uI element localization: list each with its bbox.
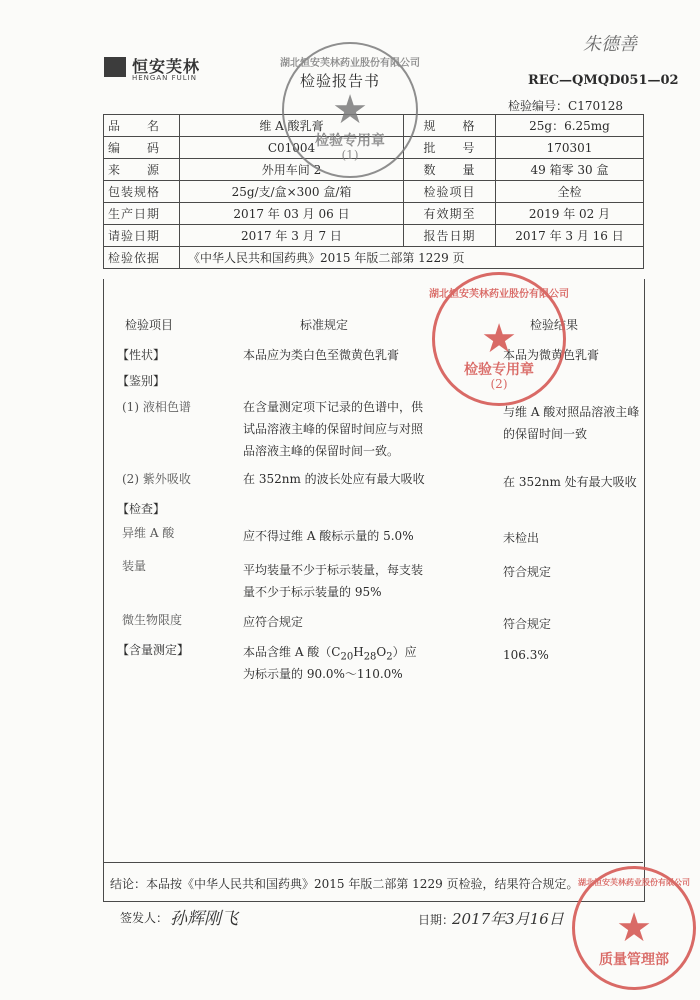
report-number (508, 97, 623, 114)
assay-text-h: H (353, 645, 364, 659)
qc-stamp-2-ring: 湖北恒安芙林药业股份有限公司 (429, 289, 569, 300)
test-scope-value: 全检 (496, 181, 644, 203)
source-label: 来 源 (104, 159, 180, 181)
batch-label: 批 号 (404, 137, 496, 159)
star-icon: ★ (616, 905, 652, 951)
document-code: REC—QMQD051—02 (528, 73, 679, 88)
test-hplc-name: (1) 液相色谱 (122, 400, 191, 414)
test-micro-name: 微生物限度 (122, 613, 183, 627)
test-hplc-result-2: 的保留时间一致 (503, 427, 588, 441)
column-header-result: 检验结果 (530, 318, 579, 332)
spec-label: 规 格 (404, 115, 496, 137)
table-row (104, 247, 644, 269)
assay-text-o: O (376, 645, 387, 659)
test-assay-standard-2: 为标示量的 90.0%～110.0% (243, 667, 403, 681)
report-number-value: C170128 (568, 99, 624, 113)
report-date-value: 2017 年 3 月 16 日 (496, 225, 644, 247)
qc-stamp-2-text: 检验专用章 (464, 362, 534, 378)
test-micro-standard: 应符合规定 (243, 615, 304, 629)
test-isomer-name: 异维 A 酸 (122, 526, 175, 540)
expiry-label: 有效期至 (404, 203, 496, 225)
test-fill-standard-1: 平均装量不少于标示装量，每支装 (243, 563, 424, 577)
test-hplc-standard-3: 品溶液主峰的保留时间一致。 (243, 444, 400, 458)
product-name-label: 品 名 (104, 115, 180, 137)
star-icon: ★ (332, 87, 368, 133)
test-uv-standard: 在 352nm 的波长处应有最大吸收 (243, 472, 425, 486)
package-value: 25g/支/盒×300 盒/箱 (180, 181, 404, 203)
quantity-value: 49 箱零 30 盒 (496, 159, 644, 181)
batch-value: 170301 (496, 137, 644, 159)
test-hplc-standard-2: 试品溶液主峰的保留时间应与对照 (243, 422, 424, 436)
assay-sub-c: 2 (386, 651, 393, 663)
test-uv-result: 在 352nm 处有最大吸收 (503, 475, 637, 489)
date-handwritten: 2017年3月16日 (452, 910, 564, 928)
test-uv-name: (2) 紫外吸收 (122, 472, 191, 486)
qc-stamp-2 (429, 272, 569, 406)
test-appearance-standard: 本品应为类白色至微黄色乳膏 (243, 348, 400, 362)
assay-text-a: 本品含维 A 酸（C (243, 645, 341, 659)
spec-value: 25g：6.25mg (496, 115, 644, 137)
test-fill-standard-2: 量不少于标示装量的 95% (243, 585, 382, 599)
company-name-en: HENGAN FULIN (132, 74, 197, 82)
report-date-label: 报告日期 (404, 225, 496, 247)
table-row (104, 203, 644, 225)
issuer-signature: 孙辉刚飞 (170, 909, 238, 929)
qa-stamp-text: 质量管理部 (599, 952, 669, 968)
star-icon: ★ (481, 316, 517, 362)
code-label: 编 码 (104, 137, 180, 159)
expiry-value: 2019 年 02 月 (496, 203, 644, 225)
test-fill-name: 装量 (122, 559, 147, 573)
qc-stamp-1 (282, 42, 418, 178)
qc-stamp-1-text: 检验专用章 (315, 133, 385, 149)
company-logo-icon (104, 57, 126, 77)
test-appearance-result: 本品为微黄色乳膏 (503, 348, 600, 362)
conclusion-text: 结论：本品按《中华人民共和国药典》2015 年版二部第 1229 页检验，结果符合规定。 (110, 877, 579, 891)
request-date-value: 2017 年 3 月 7 日 (180, 225, 404, 247)
test-identification-name: 【鉴别】 (117, 374, 166, 388)
qc-stamp-1-ring: 湖北恒安芙林药业股份有限公司 (280, 58, 420, 69)
test-hplc-result-1: 与维 A 酸对照品溶液主峰 (503, 405, 640, 419)
issuer-label: 签发人： (120, 911, 169, 925)
column-header-standard: 标准规定 (300, 318, 349, 332)
column-header-item: 检验项目 (125, 318, 174, 332)
date-label: 日期： (418, 913, 455, 927)
basis-label: 检验依据 (104, 247, 180, 269)
handwritten-signature: 朱德善 (583, 34, 637, 55)
table-row (104, 225, 644, 247)
qc-stamp-1-num: (1) (341, 148, 359, 162)
test-isomer-result: 未检出 (503, 531, 540, 545)
code-value: C01004 (180, 137, 404, 159)
report-number-label: 检验编号： (508, 99, 569, 113)
source-value: 外用车间 2 (180, 159, 404, 181)
table-row (104, 181, 644, 203)
production-date-value: 2017 年 03 月 06 日 (180, 203, 404, 225)
assay-sub-a: 20 (340, 651, 354, 663)
basis-value: 《中华人民共和国药典》2015 年版二部第 1229 页 (180, 247, 644, 269)
test-micro-result: 符合规定 (503, 617, 552, 631)
product-name-value: 维 A 酸乳膏 (180, 115, 404, 137)
test-fill-result: 符合规定 (503, 565, 552, 579)
test-scope-label: 检验项目 (404, 181, 496, 203)
test-assay-result: 106.3% (503, 648, 549, 662)
request-date-label: 请验日期 (104, 225, 180, 247)
qc-stamp-2-num: (2) (490, 377, 508, 391)
company-name-cn: 恒安芙林 (132, 57, 201, 76)
test-hplc-standard-1: 在含量测定项下记录的色谱中，供 (243, 400, 424, 414)
production-date-label: 生产日期 (104, 203, 180, 225)
document-title: 检验报告书 (300, 72, 381, 90)
assay-sub-b: 28 (363, 651, 377, 663)
test-appearance-name: 【性状】 (117, 348, 166, 362)
test-check-name: 【检查】 (117, 502, 166, 516)
qa-stamp (572, 866, 696, 990)
test-isomer-standard: 应不得过维 A 酸标示量的 5.0% (243, 529, 414, 543)
package-label: 包装规格 (104, 181, 180, 203)
qa-stamp-ring: 湖北恒安芙林药业股份有限公司 (578, 877, 690, 887)
quantity-label: 数 量 (404, 159, 496, 181)
test-assay-name: 【含量测定】 (117, 643, 190, 657)
conclusion-divider (103, 862, 643, 863)
assay-text-b: ）应 (392, 645, 417, 659)
